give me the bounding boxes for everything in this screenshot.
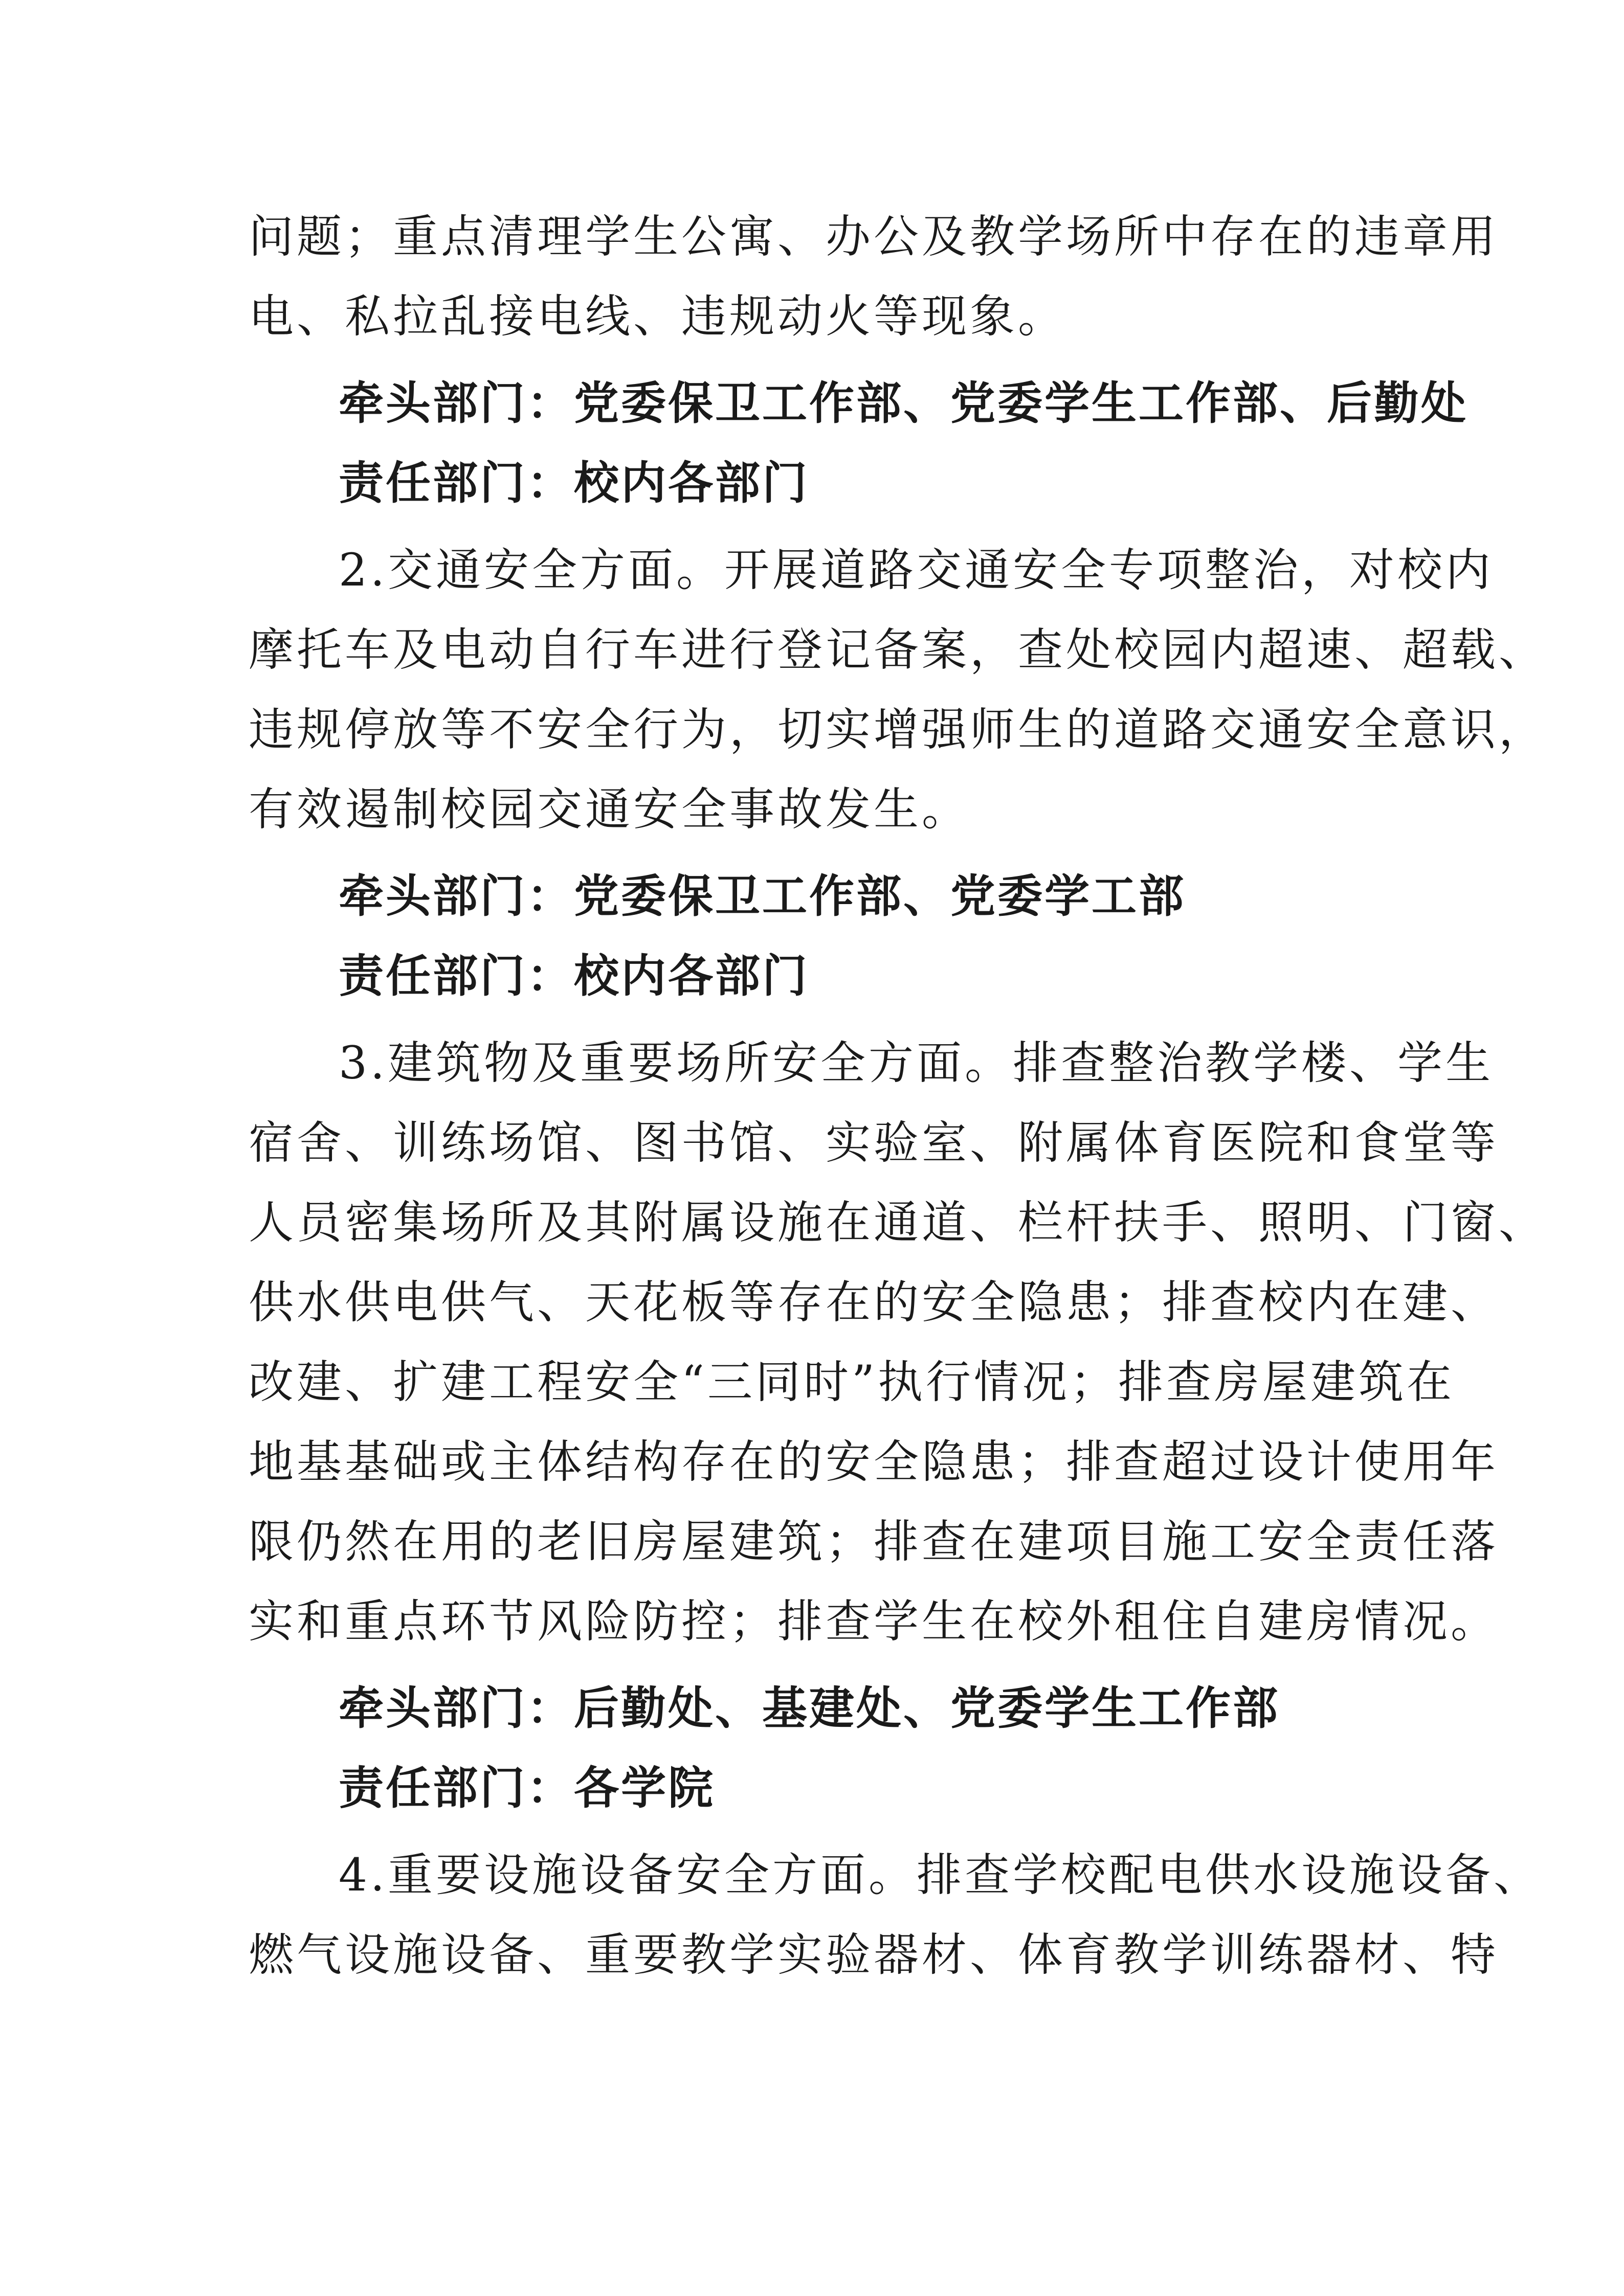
responsible-department-line: 责任部门：各学院: [339, 1762, 716, 1814]
document-body: [249, 197, 1547, 1995]
paragraph-line: 人员密集场所及其附属设施在通道、栏杆扶手、照明、门窗、: [249, 1196, 1547, 1249]
paragraph-line: 违规停放等不安全行为，切实增强师生的道路交通安全意识，: [249, 703, 1547, 756]
section-heading-line: 4.重要设施设备安全方面。排查学校配电供水设施设备、: [339, 1849, 1542, 1901]
paragraph-line: 供水供电供气、天花板等存在的安全隐患；排查校内在建、: [249, 1276, 1499, 1329]
paragraph-line: 电、私拉乱接电线、违规动火等现象。: [249, 290, 1066, 343]
lead-department-line: 牵头部门：党委保卫工作部、党委学工部: [339, 870, 1186, 922]
responsible-department-line: 责任部门：校内各部门: [339, 457, 810, 509]
paragraph-line: 限仍然在用的老旧房屋建筑；排查在建项目施工安全责任落: [249, 1515, 1499, 1568]
paragraph-line: 问题；重点清理学生公寓、办公及教学场所中存在的违章用: [249, 210, 1499, 263]
paragraph-line: 摩托车及电动自行车进行登记备案，查处校园内超速、超载、: [249, 623, 1547, 676]
paragraph-line: 有效遏制校园交通安全事故发生。: [249, 783, 970, 836]
paragraph-line: 燃气设施设备、重要教学实验器材、体育教学训练器材、特: [249, 1928, 1499, 1981]
lead-department-line: 牵头部门：党委保卫工作部、党委学生工作部、后勤处: [339, 377, 1469, 430]
paragraph-line: 改建、扩建工程安全“三同时”执行情况；排查房屋建筑在: [249, 1356, 1455, 1408]
section-heading-line: 3.建筑物及重要场所安全方面。排查整治教学楼、学生: [339, 1037, 1494, 1089]
responsible-department-line: 责任部门：校内各部门: [339, 950, 810, 1002]
paragraph-line: 实和重点环节风险防控；排查学生在校外租住自建房情况。: [249, 1595, 1499, 1648]
paragraph-line: 宿舍、训练场馆、图书馆、实验室、附属体育医院和食堂等: [249, 1116, 1499, 1169]
lead-department-line: 牵头部门：后勤处、基建处、党委学生工作部: [339, 1682, 1280, 1735]
paragraph-line: 地基基础或主体结构存在的安全隐患；排查超过设计使用年: [249, 1435, 1499, 1488]
section-heading-line: 2.交通安全方面。开展道路交通安全专项整治，对校内: [339, 544, 1494, 596]
